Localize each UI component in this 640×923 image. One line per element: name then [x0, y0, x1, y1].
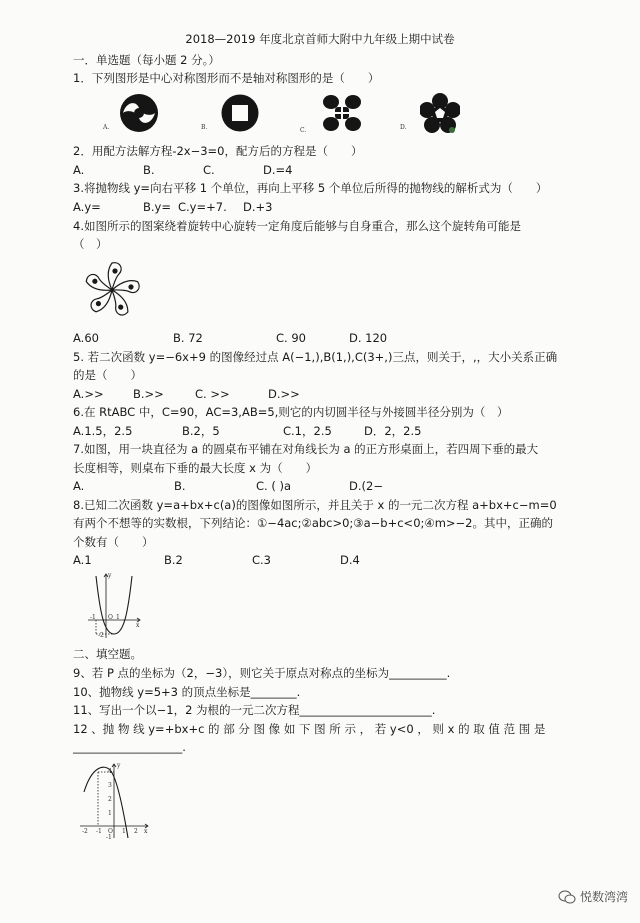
q1-label-c: C. — [300, 127, 307, 134]
watermark — [558, 888, 628, 905]
q5-option-a: A.>> — [73, 387, 104, 401]
q1-figure-b — [220, 93, 260, 133]
q1-label-d: D. — [400, 124, 407, 131]
question-1: 1．下列图形是中心对称图形而不是轴对称图形的是（ ） — [73, 71, 380, 85]
graph12-tick-ym1: -1 — [106, 834, 112, 841]
watermark-text: 悦数湾湾 — [579, 890, 628, 904]
question-12-cont: ___________________. — [73, 740, 186, 754]
question-10: 10、抛物线 y=5+3 的顶点坐标是________. — [73, 685, 301, 699]
graph8-tick-minus1: -1 — [90, 614, 96, 621]
graph12-y-label: y — [117, 762, 121, 769]
q3-option-a: A.y= — [73, 200, 101, 214]
q4-pinwheel-figure — [78, 257, 146, 323]
question-2: 2．用配方法解方程-2x−3=0，配方后的方程是（ ） — [73, 144, 363, 158]
q7-option-d: D.(2− — [349, 479, 383, 493]
q3-option-b: B.y= — [143, 200, 171, 214]
q1-figure-a — [118, 92, 160, 134]
graph12-tick-xm2: -2 — [82, 828, 88, 835]
graph12-tick-y2: 2 — [108, 796, 112, 803]
graph8-y-label: y — [108, 572, 112, 579]
graph12-tick-xm1: -1 — [96, 828, 102, 835]
graph12-tick-x1: 1 — [122, 828, 126, 835]
graph8-x-label: x — [136, 622, 140, 629]
q8-option-a: A.1 — [73, 553, 92, 567]
q5-option-c: C. >> — [195, 387, 230, 401]
q7-option-c: C. ( )a — [256, 479, 292, 493]
graph12-tick-x2: 2 — [134, 828, 138, 835]
q8-option-c: C.3 — [252, 553, 272, 567]
q4-option-d: D. 120 — [349, 331, 388, 345]
question-3: 3.将抛物线 y=向右平移 1 个单位，再向上平移 5 个单位后所得的抛物线的解析式为（ ） — [73, 181, 548, 195]
q5-option-b: B.>> — [133, 387, 164, 401]
question-11: 11、写出一个以−1，2 为根的一元二次方程_______________________. — [73, 703, 436, 717]
q2-option-c: C. — [203, 163, 215, 177]
q1-figure-c — [320, 92, 364, 134]
q8-parabola-graph — [86, 572, 142, 640]
question-4: 4.如图所示的图案绕着旋转中心旋转一定角度后能够与自身重合，那么这个旋转角可能是 — [73, 219, 521, 233]
q6-option-c: C.1，2.5 — [283, 424, 332, 438]
q6-option-b: B.2，5 — [182, 424, 220, 438]
q1-label-b: B. — [201, 124, 208, 131]
graph12-tick-y3: 3 — [108, 782, 112, 789]
section-1-heading: 一．单选题（每小题 2 分。） — [73, 53, 220, 67]
page-title: 2018—2019 年度北京首师大附中九年级上期中试卷 — [185, 32, 455, 46]
question-6: 6.在 RtABC 中，C=90，AC=3,AB=5,则它的内切圆半径与外接圆半径分别为（ ） — [73, 405, 509, 419]
q8-option-d: D.4 — [340, 553, 360, 567]
question-4-cont: （ ） — [73, 237, 108, 251]
q6-option-a: A.1.5，2.5 — [73, 424, 133, 438]
q7-option-b: B. — [174, 479, 186, 493]
graph12-tick-y1: 1 — [108, 810, 112, 817]
q12-parabola-graph — [78, 762, 150, 840]
question-7-cont: 长度相等，则桌布下垂的最大长度 x 为（ ） — [73, 461, 318, 475]
q4-option-b: B. 72 — [173, 331, 203, 345]
q5-option-d: D.>> — [268, 387, 300, 401]
graph12-tick-y4: 4 — [108, 768, 112, 775]
question-8-cont-2: 个数有（ ） — [73, 535, 154, 549]
graph8-tick-1: 1 — [116, 614, 120, 621]
question-7: 7.如图，用一块直径为 a 的圆桌布平铺在对角线长为 a 的正方形桌面上，若四周下垂的最大 — [73, 442, 539, 456]
section-2-heading: 二、填空题。 — [73, 647, 142, 661]
q3-option-c: C.y=+7. — [178, 200, 227, 214]
q8-option-b: B.2 — [164, 553, 183, 567]
question-5: 5. 若二次函数 y=−6x+9 的图像经过点 A(−1,),B(1,),C(3+,)三点，则关于，,，大小关系正确 — [73, 350, 558, 364]
q6-option-d: D．2，2.5 — [364, 424, 422, 438]
question-9: 9、若 P 点的坐标为（2，−3），则它关于原点对称点的坐标为__________. — [73, 666, 451, 680]
q7-option-a: A. — [73, 479, 85, 493]
graph12-origin: O — [108, 828, 113, 835]
graph8-tick-minus2: -2 — [98, 632, 104, 639]
question-12: 12 、抛 物 线 y=+bx+c 的 部 分 图 像 如 下 图 所 示 ， 若 y<0 ， 则 x 的 取 值 范 围 是 — [73, 722, 546, 736]
q2-option-b: B. — [143, 163, 155, 177]
q1-label-a: A. — [103, 124, 110, 131]
q4-option-a: A.60 — [73, 331, 99, 345]
q1-figure-d — [420, 93, 460, 135]
q2-option-a: A. — [73, 163, 85, 177]
wechat-icon — [558, 889, 576, 905]
question-5-cont: 的是（ ） — [73, 368, 142, 382]
question-8-cont: 有两个不想等的实数根，下列结论：①−4ac;②abc>0;③a−b+c<0;④m>−2。其中，正确的 — [73, 516, 553, 530]
graph12-x-label: x — [144, 828, 148, 835]
q4-option-c: C. 90 — [276, 331, 306, 345]
question-8: 8.已知二次函数 y=a+bx+c(a)的图像如图所示，并且关于 x 的一元二次方程 a+bx+c−m=0 — [73, 498, 557, 512]
q2-option-d: D.=4 — [263, 163, 293, 177]
graph8-origin: O — [108, 614, 113, 621]
q3-option-d: D.+3 — [243, 200, 273, 214]
